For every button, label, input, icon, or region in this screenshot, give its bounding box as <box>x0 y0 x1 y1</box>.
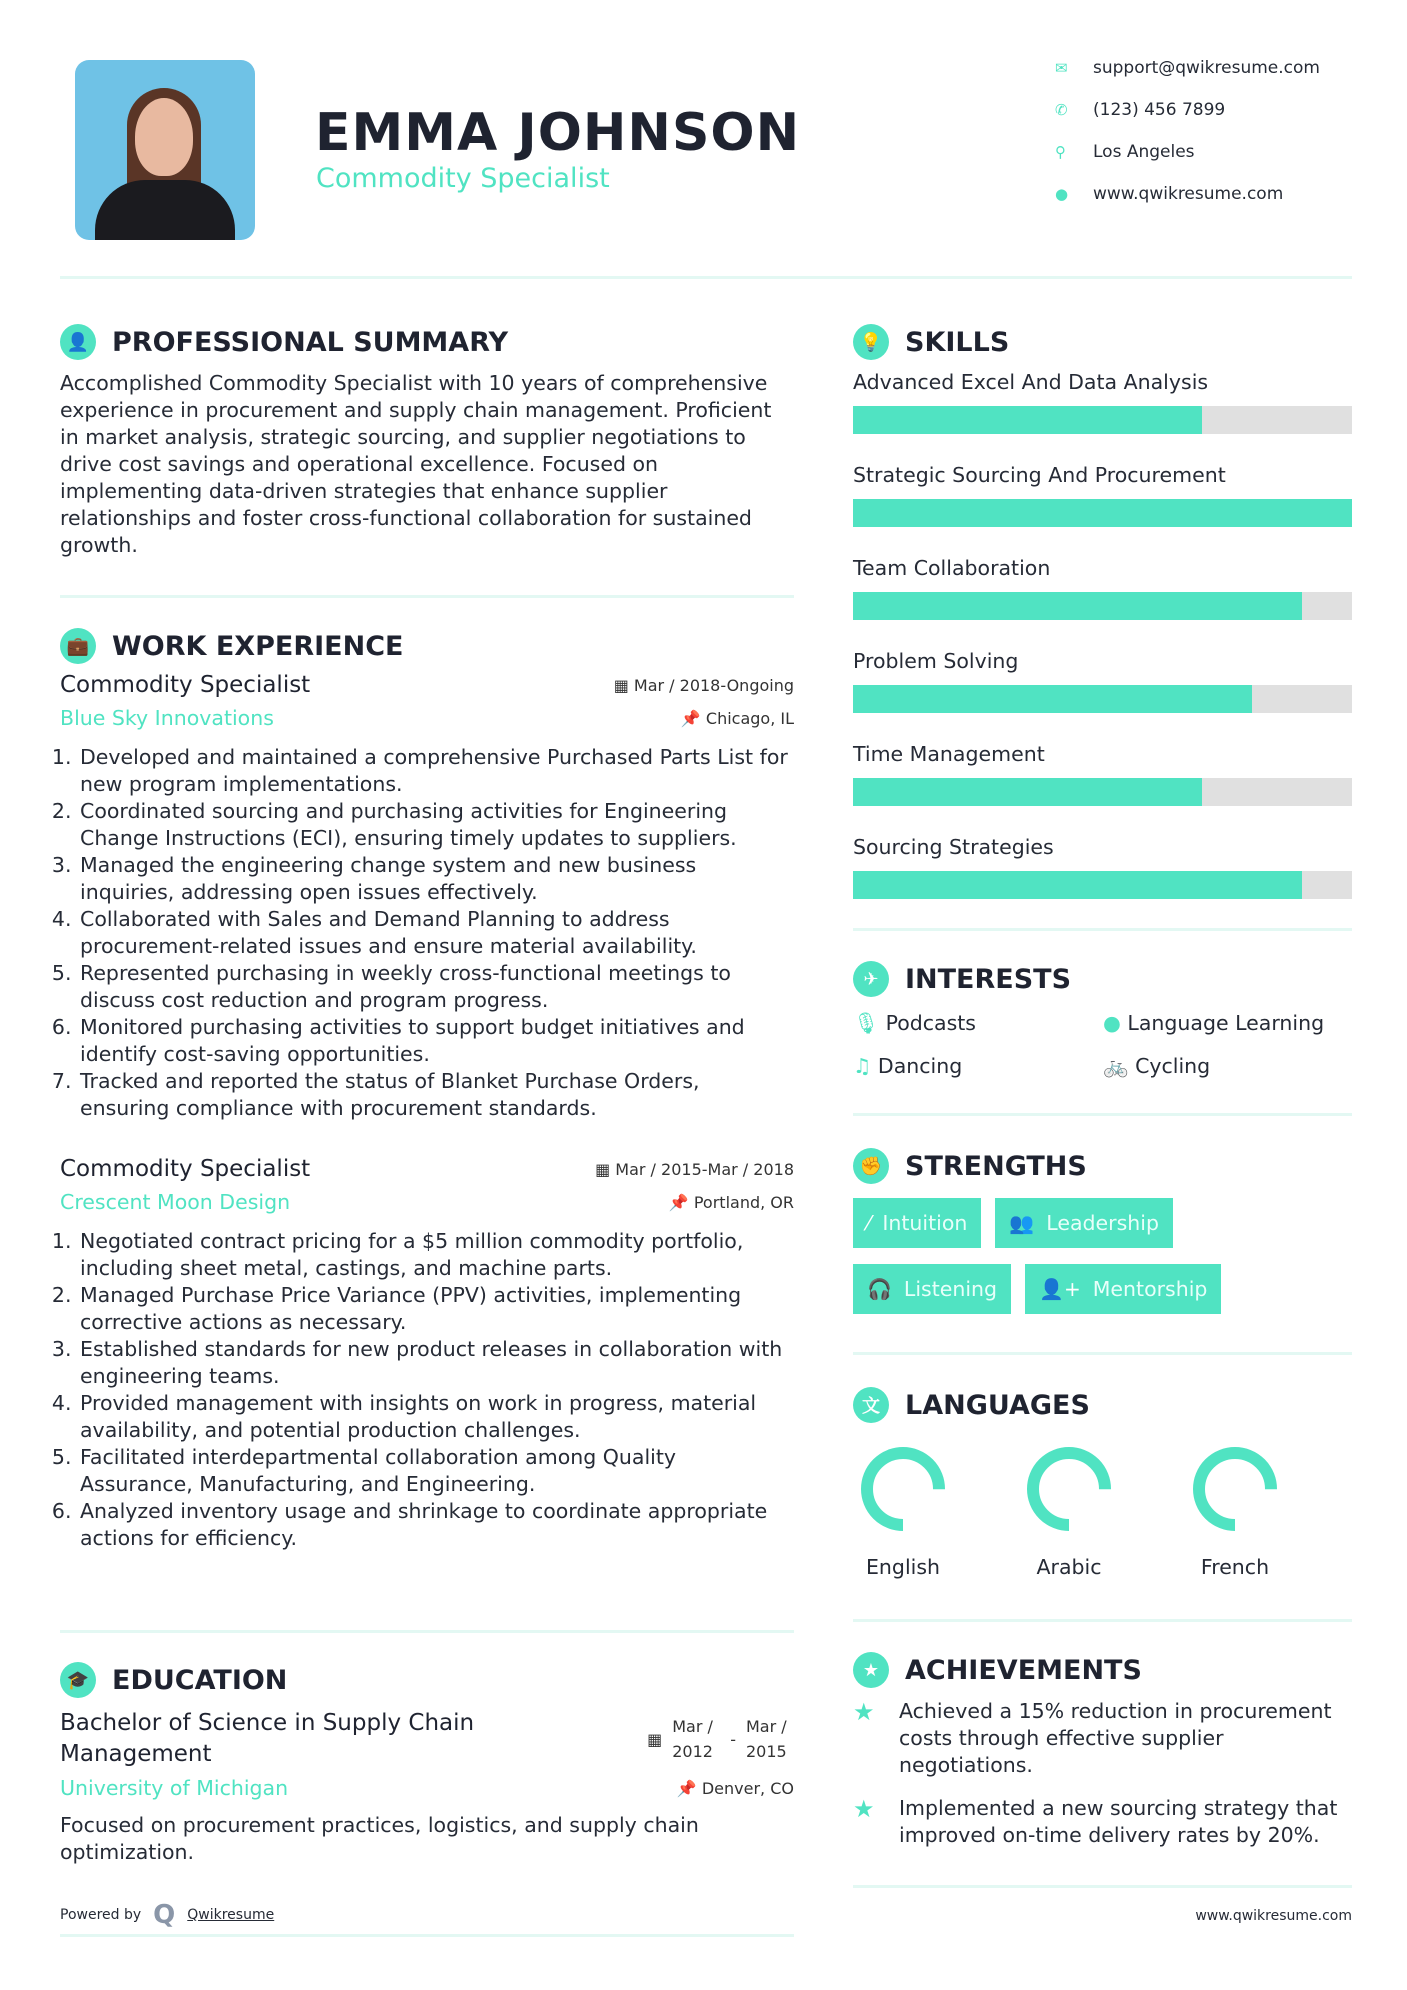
dates-text: Mar / 2018-Ongoing <box>633 675 794 695</box>
skill-label: Strategic Sourcing And Procurement <box>853 463 1226 487</box>
experience-heading <box>60 628 794 664</box>
pin-icon: 📌 <box>676 1778 702 1798</box>
language-item <box>853 1441 973 1579</box>
duty-item: 5. Facilitated interdepartmental collaboration among Quality Assurance, Manufacturing, and Engineering. <box>78 1444 794 1498</box>
location-text: Denver, CO <box>701 1778 794 1798</box>
duty-item: 7. Tracked and reported the status of Blanket Purchase Orders, ensuring compliance with procurement standards. <box>78 1068 794 1122</box>
magic-wand-icon: ⁄ <box>867 1211 871 1235</box>
globe-icon: ● <box>1055 185 1069 203</box>
language-icon: 文 <box>853 1387 889 1423</box>
interest-item <box>853 1011 1103 1036</box>
star-icon: ★ <box>853 1795 875 1823</box>
divider <box>853 928 1352 931</box>
duty-item: 5. Represented purchasing in weekly cross-functional meetings to discuss cost reduction and program progress. <box>78 960 794 1014</box>
skills-list <box>853 370 1352 899</box>
pin-icon: 📌 <box>680 708 706 728</box>
job-title: Commodity Specialist <box>60 1156 311 1182</box>
strength-tag <box>853 1198 981 1248</box>
strengths-list <box>853 1198 1352 1314</box>
job-location <box>681 709 794 728</box>
strengths-heading <box>853 1148 1352 1184</box>
heading-text: SKILLS <box>905 326 1010 358</box>
achievement-text: Implemented a new sourcing strategy that improved on-time delivery rates by 20%. <box>899 1796 1338 1847</box>
brand-link[interactable]: Qwikresume <box>187 1907 275 1923</box>
achievement-item <box>853 1698 1352 1779</box>
language-label: Arabic <box>1036 1555 1102 1579</box>
education-location <box>677 1779 794 1798</box>
duty-item: 1. Negotiated contract pricing for a $5 million commodity portfolio, including sheet metal, castings, and machine parts. <box>78 1228 794 1282</box>
heading-text: LANGUAGES <box>905 1389 1090 1421</box>
skill-label: Sourcing Strategies <box>853 835 1054 859</box>
language-ring <box>1019 1441 1139 1537</box>
strength-tag <box>995 1198 1173 1248</box>
strength-tag <box>1025 1264 1221 1314</box>
languages-list <box>853 1441 1352 1579</box>
date-dash: - <box>730 1729 736 1749</box>
skill-bar <box>853 778 1352 806</box>
heading-text: STRENGTHS <box>905 1150 1087 1182</box>
strength-tag <box>853 1264 1011 1314</box>
interest-label: Cycling <box>1135 1054 1211 1078</box>
calendar-icon: ▦ <box>613 675 634 695</box>
skill-bar <box>853 499 1352 527</box>
interests-heading <box>853 961 1352 997</box>
strength-label: Mentorship <box>1092 1277 1208 1301</box>
job-entry <box>60 1156 794 1552</box>
contact-text: www.qwikresume.com <box>1093 184 1284 204</box>
contact-phone <box>1055 100 1225 120</box>
duty-item: 1. Developed and maintained a comprehensive Purchased Parts List for new program implementations. <box>78 744 794 798</box>
skill-bar-fill <box>853 406 1202 434</box>
lightbulb-icon: 💡 <box>853 324 889 360</box>
skill-bar-fill <box>853 778 1202 806</box>
duty-item: 6. Analyzed inventory usage and shrinkage to coordinate appropriate actions for efficiency. <box>78 1498 794 1552</box>
job-dates <box>614 676 794 695</box>
divider <box>853 1352 1352 1355</box>
interest-label: Podcasts <box>885 1011 976 1035</box>
candidate-name: EMMA JOHNSON <box>315 103 801 163</box>
degree-title: Bachelor of Science in Supply Chain Management <box>60 1710 475 1767</box>
heading-text: ACHIEVEMENTS <box>905 1654 1142 1686</box>
contact-location <box>1055 142 1195 162</box>
language-label: French <box>1200 1555 1270 1579</box>
star-icon: ★ <box>853 1698 875 1726</box>
skill-bar <box>853 871 1352 899</box>
duty-item: 3. Established standards for new product releases in collaboration with engineering teams. <box>78 1336 794 1390</box>
footer-powered <box>60 1900 794 1937</box>
heading-text: WORK EXPERIENCE <box>112 630 404 662</box>
end-date: Mar / 2015 <box>746 1717 787 1761</box>
job-dates <box>595 1160 794 1179</box>
job-title: Commodity Specialist <box>60 672 311 698</box>
skills-heading <box>853 324 1352 360</box>
calendar-icon: ▦ <box>647 1729 663 1749</box>
achievements-heading <box>853 1652 1352 1688</box>
interest-label: Dancing <box>877 1054 963 1078</box>
footer-url[interactable]: www.qwikresume.com <box>1195 1908 1352 1924</box>
company-name: Blue Sky Innovations <box>60 706 274 730</box>
start-date: Mar / 2012 <box>672 1717 713 1761</box>
languages-heading <box>853 1387 1352 1423</box>
duty-item: 4. Collaborated with Sales and Demand Planning to address procurement-related issues and ensure material availability. <box>78 906 794 960</box>
skill-label: Time Management <box>853 742 1045 766</box>
skill-bar <box>853 685 1352 713</box>
skill-bar-fill <box>853 499 1352 527</box>
mail-icon: ✉ <box>1055 59 1068 77</box>
duty-item: 2. Coordinated sourcing and purchasing activities for Engineering Change Instructions (ECI), ensuring timely updates to suppliers. <box>78 798 794 852</box>
user-icon: 👤 <box>60 324 96 360</box>
skill-label: Team Collaboration <box>853 556 1051 580</box>
contact-website[interactable] <box>1055 184 1283 204</box>
skill-bar-fill <box>853 592 1302 620</box>
interest-item <box>853 1054 1103 1079</box>
right-column <box>853 324 1352 1849</box>
left-column <box>60 324 794 1552</box>
job-duties <box>60 1228 794 1552</box>
contact-text: (123) 456 7899 <box>1093 100 1226 120</box>
interest-item <box>1103 1054 1353 1079</box>
language-ring-arc <box>1033 1453 1105 1525</box>
duty-item: 2. Managed Purchase Price Variance (PPV) activities, implementing corrective actions as necessary. <box>78 1282 794 1336</box>
pin-icon: 📌 <box>668 1192 694 1212</box>
bicycle-icon: 🚲 <box>1103 1054 1129 1078</box>
qwikresume-logo-icon: Q <box>153 1900 176 1930</box>
school-name: University of Michigan <box>60 1776 289 1800</box>
divider <box>853 1619 1352 1622</box>
calendar-icon: ▦ <box>595 1159 616 1179</box>
paper-plane-icon: ✈ <box>853 961 889 997</box>
header-divider <box>60 276 1352 279</box>
contact-text: Los Angeles <box>1093 142 1195 162</box>
education-section <box>60 1662 794 1866</box>
profile-photo <box>75 60 255 240</box>
briefcase-icon: 💼 <box>60 628 96 664</box>
strength-label: Leadership <box>1046 1211 1159 1235</box>
education-dates <box>647 1708 794 1770</box>
summary-heading <box>60 324 794 360</box>
summary-text: Accomplished Commodity Specialist with 10 years of comprehensive experience in procurement and supply chain management. Proficient in market analysis, strategic sourcing, and supplier negotiations to drive cost savings and operational excellence. Focused on implementing data-driven strategies that enhance supplier relationships and foster cross-functional collaboration for sustained growth. <box>60 371 772 557</box>
globe-icon: ● <box>1103 1011 1121 1035</box>
graduation-icon: 🎓 <box>60 1662 96 1698</box>
contact-email[interactable] <box>1055 58 1320 78</box>
location-icon: ⚲ <box>1055 143 1066 161</box>
skill-label: Advanced Excel And Data Analysis <box>853 370 1209 394</box>
dates-text: Mar / 2015-Mar / 2018 <box>615 1159 794 1179</box>
heading-text: INTERESTS <box>905 963 1072 995</box>
divider <box>853 1885 1352 1888</box>
divider <box>853 1113 1352 1116</box>
skill-bar-fill <box>853 871 1302 899</box>
skill-bar <box>853 592 1352 620</box>
job-entry <box>60 672 794 1122</box>
language-item <box>1185 1441 1305 1579</box>
language-ring <box>853 1441 973 1537</box>
microphone-icon: 🎙 <box>853 1011 880 1035</box>
strength-label: Intuition <box>882 1211 968 1235</box>
education-text: Focused on procurement practices, logistics, and supply chain optimization. <box>60 1813 699 1864</box>
duty-item: 3. Managed the engineering change system and new business inquiries, addressing open issues effectively. <box>78 852 794 906</box>
skill-label: Problem Solving <box>853 649 1019 673</box>
music-icon: ♫ <box>853 1054 872 1078</box>
language-ring-arc <box>867 1453 939 1525</box>
skill-bar <box>853 406 1352 434</box>
strength-label: Listening <box>903 1277 998 1301</box>
powered-text: Powered by <box>60 1907 142 1923</box>
fist-icon: ✊ <box>853 1148 889 1184</box>
achievements-list <box>853 1698 1352 1849</box>
achievement-item <box>853 1795 1352 1849</box>
location-text: Chicago, IL <box>705 708 794 728</box>
location-text: Portland, OR <box>693 1192 794 1212</box>
star-badge-icon: ★ <box>853 1652 889 1688</box>
interest-item <box>1103 1011 1353 1036</box>
education-heading <box>60 1662 794 1698</box>
interests-list <box>853 1011 1352 1079</box>
user-plus-icon: 👤+ <box>1039 1277 1081 1301</box>
users-icon: 👥 <box>1009 1211 1035 1235</box>
language-ring-arc <box>1199 1453 1271 1525</box>
achievement-text: Achieved a 15% reduction in procurement costs through effective supplier negotiations. <box>899 1699 1332 1777</box>
job-location <box>669 1193 794 1212</box>
phone-icon: ✆ <box>1055 101 1068 119</box>
duty-item: 4. Provided management with insights on work in progress, material availability, and potential production challenges. <box>78 1390 794 1444</box>
divider <box>60 1630 794 1633</box>
headphones-icon: 🎧 <box>867 1277 892 1301</box>
skill-bar-fill <box>853 685 1252 713</box>
language-label: English <box>865 1555 941 1579</box>
language-ring <box>1185 1441 1305 1537</box>
language-item <box>1019 1441 1139 1579</box>
company-name: Crescent Moon Design <box>60 1190 291 1214</box>
interest-label: Language Learning <box>1127 1011 1325 1035</box>
duty-item: 6. Monitored purchasing activities to support budget initiatives and identify cost-saving opportunities. <box>78 1014 794 1068</box>
job-duties <box>60 744 794 1122</box>
divider <box>60 595 794 598</box>
heading-text: EDUCATION <box>112 1664 288 1696</box>
heading-text: PROFESSIONAL SUMMARY <box>112 326 509 358</box>
contact-text: support@qwikresume.com <box>1093 58 1320 78</box>
candidate-title: Commodity Specialist <box>316 163 610 194</box>
